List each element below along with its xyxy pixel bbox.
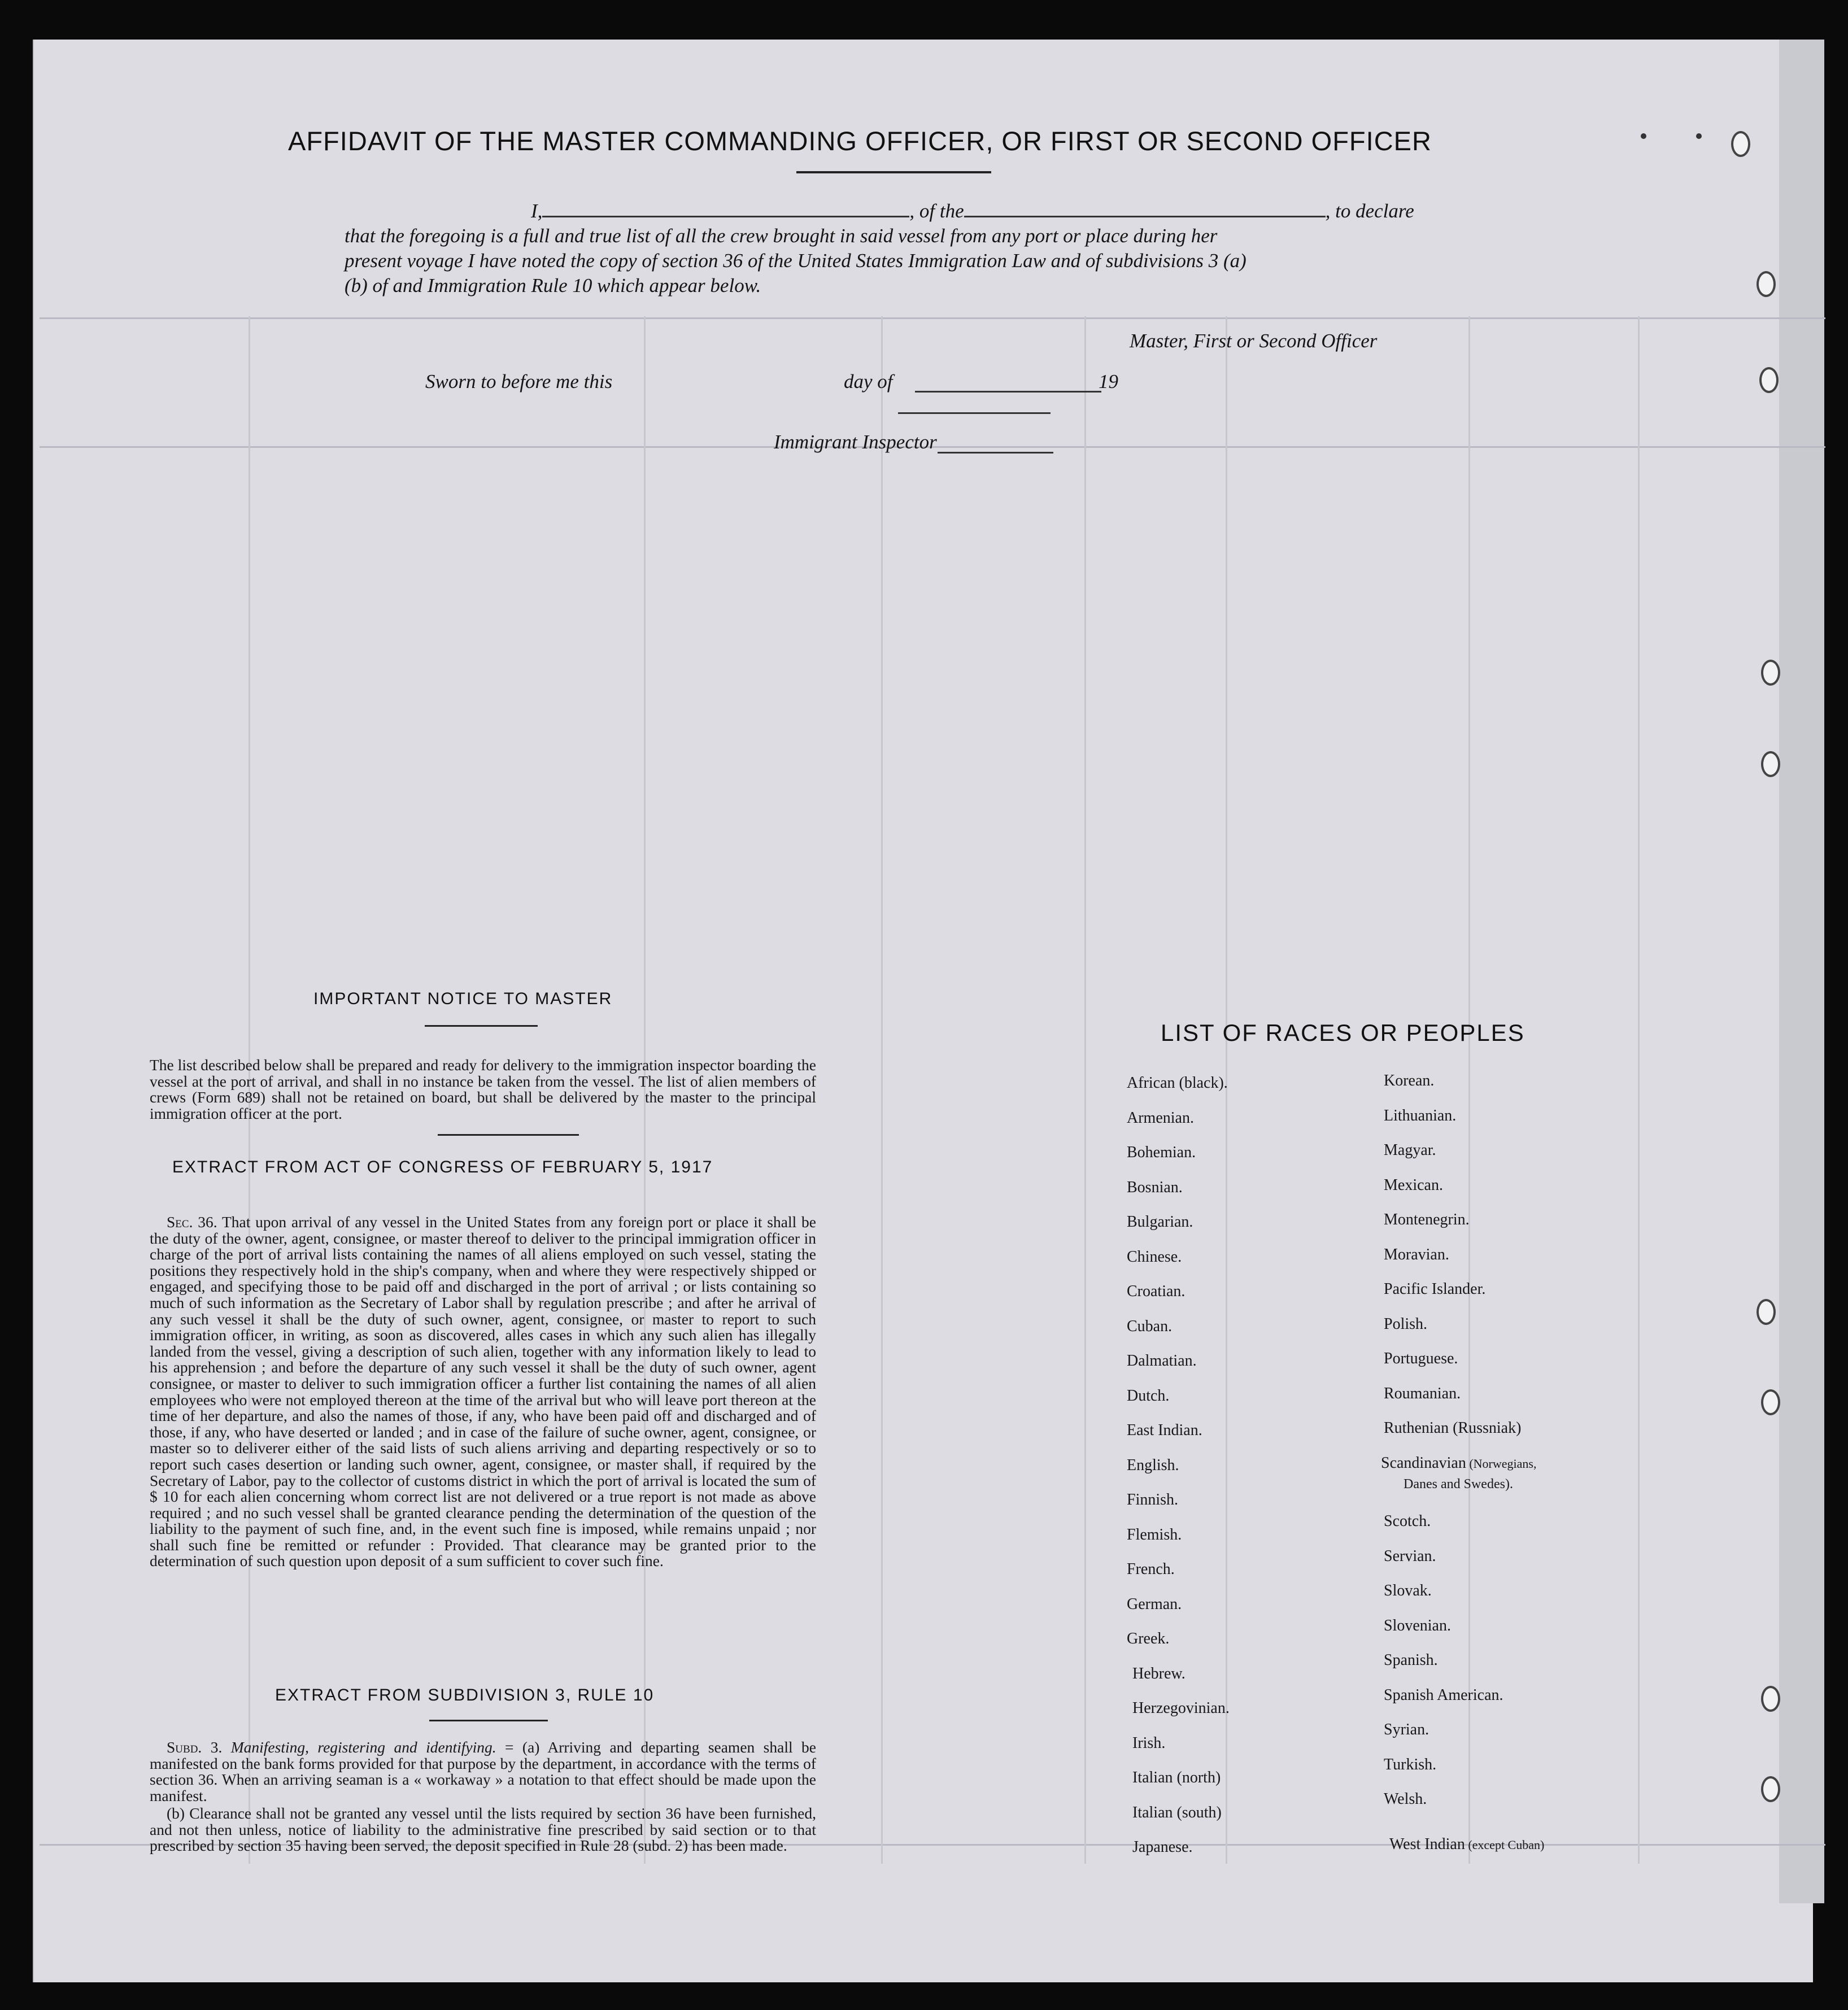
subd-title: Manifesting, registering and identifying.	[230, 1738, 496, 1756]
race-item	[1384, 1512, 1431, 1531]
punch-hole	[1761, 1389, 1780, 1415]
affidavit-line-1	[531, 199, 1446, 224]
race-label: Slovak.	[1384, 1582, 1432, 1599]
race-label: Finnish.	[1127, 1491, 1179, 1508]
race-item	[1127, 1248, 1182, 1266]
race-item	[1384, 1385, 1461, 1403]
race-item	[1384, 1790, 1427, 1808]
race-item	[1127, 1283, 1185, 1301]
inspector-label: Immigrant Inspector	[774, 431, 937, 453]
west-indian-note: (except Cuban)	[1465, 1837, 1545, 1852]
section-36-text	[150, 1214, 816, 1569]
punch-hole	[1757, 1299, 1776, 1325]
date-day-blank[interactable]	[898, 395, 1051, 414]
race-label: Slovenian.	[1384, 1616, 1451, 1634]
race-item	[1384, 1617, 1451, 1635]
race-item	[1132, 1699, 1230, 1717]
race-label: Spanish American.	[1384, 1686, 1503, 1704]
race-label: Ruthenian (Russniak)	[1384, 1419, 1522, 1437]
vessel-blank[interactable]	[964, 199, 1326, 217]
inspector-signature-blank[interactable]	[938, 435, 1053, 454]
race-label: Italian (north)	[1132, 1769, 1221, 1786]
race-label: Polish.	[1384, 1315, 1428, 1333]
race-label: Croatian.	[1127, 1283, 1185, 1300]
race-label: Mexican.	[1384, 1176, 1443, 1194]
notice-heading: IMPORTANT NOTICE TO MASTER	[313, 989, 613, 1008]
race-item	[1384, 1211, 1470, 1229]
race-label: Bulgarian.	[1127, 1213, 1193, 1231]
race-item	[1384, 1280, 1485, 1298]
year-label: 19	[1099, 370, 1118, 393]
extract-act-heading: EXTRACT FROM ACT OF CONGRESS OF FEBRUARY 5, 1917	[172, 1158, 713, 1176]
section-36-body: That upon arrival of any vessel in the United States from any foreign port or place it shall be the duty of the owner, agent, consignee, or master thereof to deliver to the principal immigration officer in charge of the port of arrival lists containing the names of all aliens employed on such vessel, stating the positions they respectively hold in the ship's company, when and where they were respectively shipped or engaged, and specifying those to be paid off and discharged in the port of arrival ; or lists containing so much of such information as the Secretary of Labor shall by regulation prescribe ; and after he arrival of any such vessel it shall be the duty of such owner, agent, consignee, or master to report to such immigration officer, in writing, as soon as discovered, alles cases in which any such alien has illegally landed from the vessel, giving a description of such alien, together with any information likely to lead to his apprehension ; and before the departure of any such vessel it shall be the duty of such owner, agent consignee, or master to deliver to such immigration officer a further list containing the names of all alien employees who were not employed thereon at the time of the arrival but who will leave port thereon at the time of her departure, and also the names of those, if any, who have been paid off and discharged and of those, if any, who have deserted or landed ; and in case of the failure of suche owner, agent, consignee, or master so to deliverer either of the said lists of such aliens arriving and departing respectively or so to report such cases desertion or landing such owner, agent, consignee, or master shall, if required by the Secretary of Labor, pay to the collector of customs district in which the port of arrival is located the sum of $ 10 for each alien concerning whom correct list are not delivered or a true report is not made as above required ; and no such vessel shall be granted clearance pending the determination of the question of the liability to the payment of such fine, and, in the event such fine is imposed, while remains unpaid ; nor shall such fine be remitted or refunder : Provided. That clearance may be granted prior to the determination of such question upon deposit of a sum sufficient to cover such fine.	[150, 1213, 816, 1570]
race-label: Dutch.	[1127, 1386, 1170, 1405]
race-item	[1384, 1582, 1432, 1600]
races-heading: LIST OF RACES OR PEOPLES	[1161, 1019, 1525, 1046]
subd-a-body: = (a) Arriving and departing seamen shall be manifested on the bank forms provided for that purpose by the department, in accordance with the terms of section 36. When an arriving seaman is a « workaway » a notation to that effect should be made upon the manifest.	[150, 1738, 816, 1804]
race-label: Moravian.	[1384, 1245, 1449, 1263]
race-label: Japanese.	[1132, 1838, 1193, 1856]
race-item	[1127, 1526, 1182, 1544]
race-item	[1127, 1179, 1183, 1197]
page-edge	[1779, 40, 1824, 1903]
rule-heading-rule	[429, 1720, 548, 1721]
affidavit-of-the: , of the	[909, 200, 964, 222]
ghost-rule	[1638, 316, 1640, 1864]
punch-hole	[1761, 660, 1780, 686]
race-item	[1132, 1769, 1221, 1787]
punch-hole	[1759, 367, 1779, 393]
race-item	[1127, 1109, 1194, 1127]
race-label: Hebrew.	[1132, 1664, 1185, 1682]
race-label: Dalmatian.	[1127, 1352, 1197, 1370]
race-label: Turkish.	[1384, 1755, 1437, 1773]
affidavit-title: AFFIDAVIT OF THE MASTER COMMANDING OFFICER, OR FIRST OR SECOND OFFICER	[288, 126, 1432, 156]
notice-rule	[425, 1025, 538, 1027]
race-item	[1384, 1072, 1434, 1090]
race-label: Servian.	[1384, 1547, 1436, 1565]
race-item	[1132, 1838, 1193, 1856]
subd-label: Subd. 3.	[167, 1738, 223, 1756]
affidavit-line-4: (b) of and Immigration Rule 10 which appear below.	[345, 274, 761, 297]
race-item	[1127, 1422, 1202, 1440]
ghost-rule	[40, 317, 1825, 319]
race-item	[1127, 1560, 1175, 1579]
race-label: Portuguese.	[1384, 1350, 1458, 1367]
race-item	[1384, 1547, 1436, 1566]
race-label: West Indian	[1389, 1835, 1465, 1853]
race-label: French.	[1127, 1560, 1175, 1578]
race-label: African (black).	[1127, 1074, 1228, 1092]
race-item	[1384, 1141, 1436, 1159]
race-item	[1389, 1835, 1544, 1854]
race-item	[1127, 1352, 1197, 1370]
race-item	[1384, 1315, 1427, 1333]
sworn-label: Sworn to before me this	[425, 370, 613, 393]
race-label: Lithuanian.	[1384, 1106, 1457, 1124]
punch-hole	[1761, 1686, 1780, 1712]
race-label: Greek.	[1127, 1630, 1170, 1647]
notice-end-rule	[438, 1134, 579, 1136]
day-of-blank[interactable]	[915, 374, 1101, 393]
page-mark	[1641, 133, 1646, 139]
race-item	[1127, 1630, 1169, 1648]
race-item	[1384, 1419, 1521, 1437]
race-label: Spanish.	[1384, 1651, 1438, 1669]
race-item	[1132, 1734, 1165, 1752]
race-label: Montenegrin.	[1384, 1211, 1470, 1228]
race-item	[1127, 1318, 1172, 1336]
page-mark	[1696, 133, 1702, 139]
race-label: Scandinavian	[1381, 1454, 1466, 1472]
scandinavian-note: (Norwegians,	[1466, 1456, 1537, 1471]
race-item	[1384, 1176, 1443, 1194]
ghost-rule	[1468, 316, 1470, 1864]
race-label: Herzegovinian.	[1132, 1699, 1230, 1717]
affidavit-line-3: present voyage I have noted the copy of section 36 of the United States Immigration Law and of subdivisions 3 (a)	[345, 250, 1246, 272]
race-item	[1127, 1213, 1193, 1231]
race-label: English.	[1127, 1456, 1179, 1474]
affidavit-to-declare: , to declare	[1325, 200, 1414, 222]
race-label: Italian (south)	[1132, 1803, 1222, 1821]
section-36-label: Sec. 36.	[167, 1213, 217, 1231]
race-label: Chinese.	[1127, 1248, 1182, 1266]
master-signature-label: Master, First or Second Officer	[1130, 330, 1378, 352]
race-label: East Indian.	[1127, 1422, 1202, 1439]
affidavit-line-2: that the foregoing is a full and true list of all the crew brought in said vessel from any port or place during her	[345, 225, 1218, 247]
rule-10-text-a	[150, 1739, 816, 1804]
race-label: Syrian.	[1384, 1721, 1429, 1738]
race-label: Bohemian.	[1127, 1144, 1196, 1161]
race-item	[1132, 1665, 1185, 1683]
ghost-rule	[1084, 316, 1086, 1864]
punch-hole	[1761, 1776, 1780, 1802]
race-item	[1384, 1721, 1429, 1739]
race-item	[1127, 1074, 1228, 1092]
race-label: Armenian.	[1127, 1109, 1194, 1127]
rule-10-text-b: (b) Clearance shall not be granted any vessel until the lists required by section 36 have been furnished, and not then unless, notice of liability to the administrative fine prescribed by said section or to that prescribed by section 35 having been served, the deposit specified in Rule 28 (subd. 2) has been made.	[150, 1804, 816, 1855]
race-label: Cuban.	[1127, 1317, 1173, 1335]
race-label: Scotch.	[1384, 1512, 1431, 1530]
scandinavian-note-line-2: Danes and Swedes).	[1404, 1476, 1513, 1492]
race-item	[1384, 1651, 1438, 1669]
race-item	[1127, 1595, 1182, 1614]
race-item	[1127, 1491, 1178, 1509]
race-item	[1127, 1457, 1179, 1475]
title-rule	[796, 171, 991, 173]
race-item	[1127, 1144, 1196, 1162]
punch-hole	[1757, 271, 1776, 297]
affidavit-i: I,	[531, 200, 543, 222]
race-item	[1384, 1350, 1458, 1368]
race-item	[1384, 1107, 1456, 1125]
name-blank[interactable]	[542, 199, 909, 217]
notice-text: The list described below shall be prepared and ready for delivery to the immigration inspector boarding the vessel at the port of arrival, and shall in no instance be taken from the vessel. The list of alien members of crews (Form 689) shall not be retained on board, but shall be delivered by the master to the principal immigration officer at the port.	[150, 1056, 816, 1122]
race-label: Bosnian.	[1127, 1178, 1183, 1196]
race-label: Welsh.	[1384, 1790, 1427, 1808]
race-item	[1384, 1686, 1503, 1704]
race-label: Pacific Islander.	[1384, 1280, 1486, 1298]
punch-hole	[1761, 751, 1780, 777]
race-item	[1381, 1454, 1536, 1472]
race-item	[1384, 1756, 1436, 1774]
extract-rule-heading: EXTRACT FROM SUBDIVISION 3, RULE 10	[275, 1686, 655, 1704]
race-label: Korean.	[1384, 1072, 1435, 1089]
race-label: German.	[1127, 1595, 1182, 1613]
race-item	[1132, 1804, 1222, 1822]
race-label: Roumanian.	[1384, 1384, 1461, 1402]
day-of-label: day of	[844, 370, 893, 393]
punch-hole	[1731, 131, 1750, 157]
race-label: Flemish.	[1127, 1525, 1182, 1544]
race-item	[1384, 1246, 1449, 1264]
ghost-rule	[881, 316, 883, 1864]
race-label: Magyar.	[1384, 1141, 1436, 1159]
race-label: Irish.	[1132, 1734, 1166, 1752]
race-item	[1127, 1387, 1169, 1405]
